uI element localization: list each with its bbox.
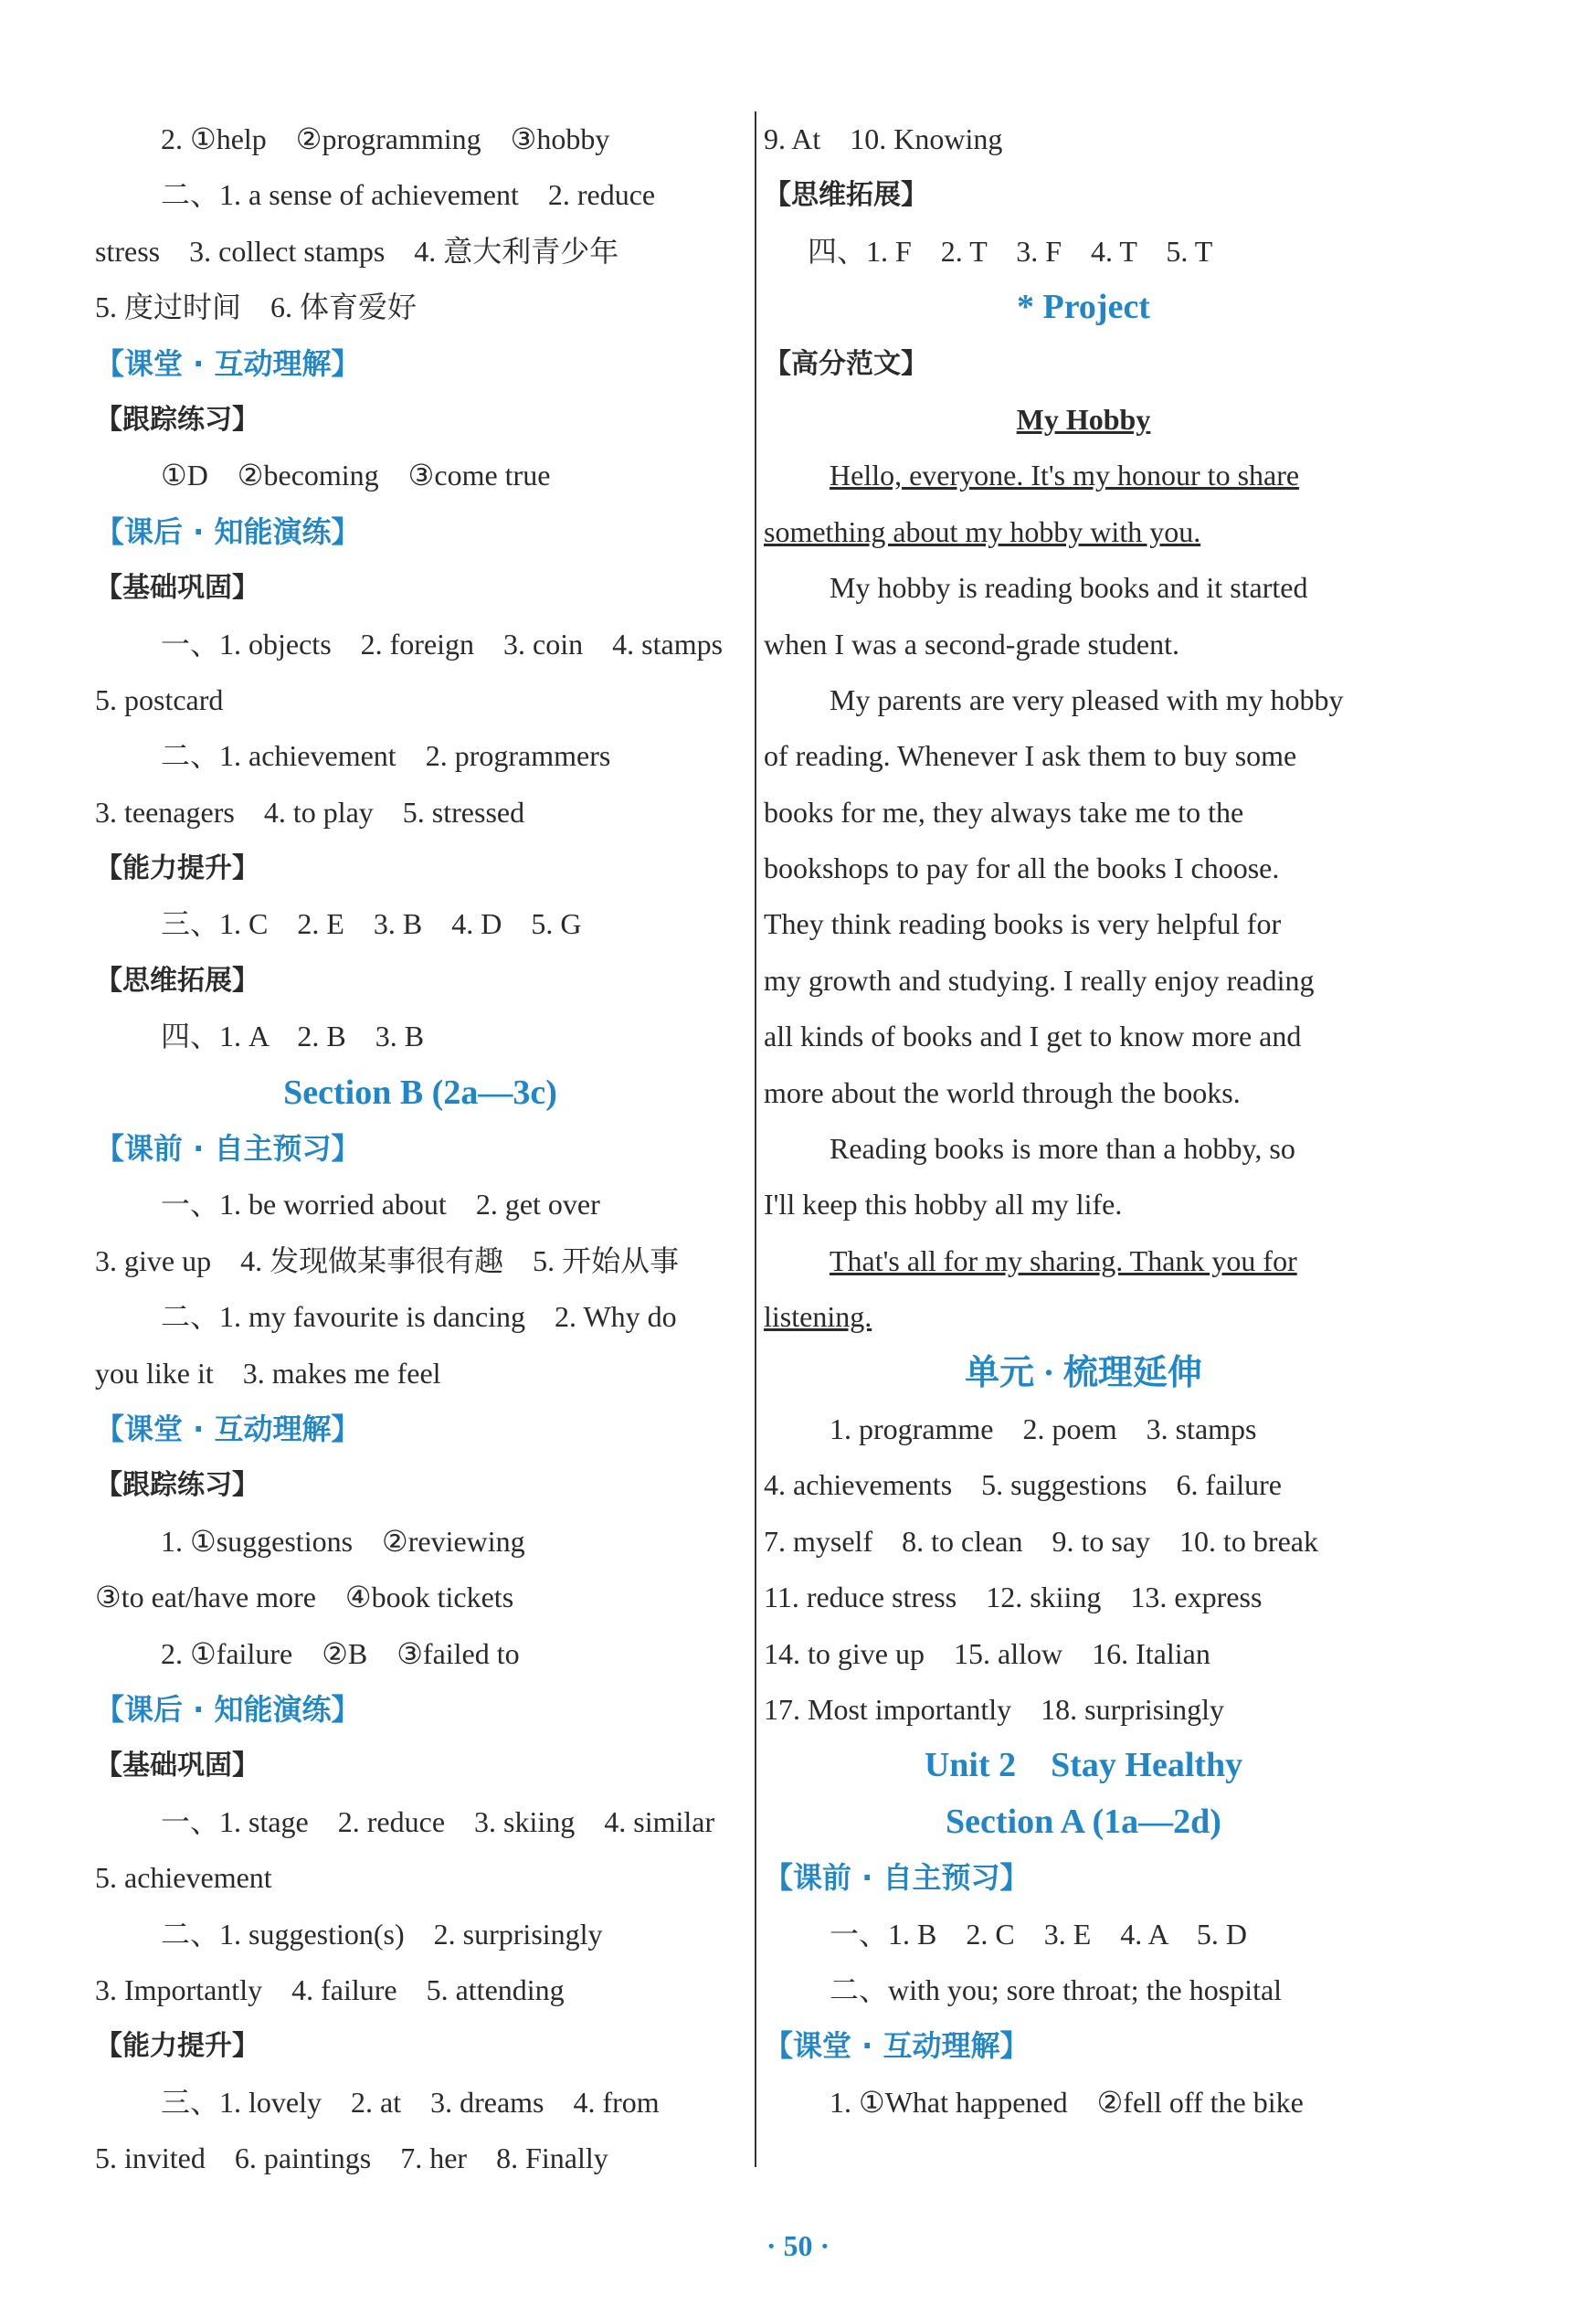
section-label: 【课后 · 知能演练】 <box>95 1691 361 1727</box>
text-line: listening. <box>764 1300 872 1334</box>
text-line: ①D ②becoming ③come true <box>161 459 551 492</box>
text-line: 2. ①failure ②B ③failed to <box>161 1636 520 1670</box>
section-heading: 单元 · 梳理延伸 <box>965 1353 1202 1392</box>
subsection-label: 【高分范文】 <box>764 347 928 380</box>
section-label: 【课堂 · 互动理解】 <box>95 345 361 381</box>
section-heading: Unit 2 Stay Healthy <box>924 1746 1243 1785</box>
section-heading: Section A (1a—2d) <box>946 1802 1221 1841</box>
text-line: my growth and studying. I really enjoy reading <box>764 963 1315 997</box>
text-line: 四、1. F 2. T 3. F 4. T 5. T <box>808 234 1213 268</box>
text-line: They think reading books is very helpful for <box>764 907 1282 941</box>
text-line: 1. ①suggestions ②reviewing <box>161 1524 525 1558</box>
text-line: 一、1. objects 2. foreign 3. coin 4. stamps <box>161 627 724 661</box>
section-heading: Section B (2a—3c) <box>283 1073 557 1112</box>
text-line: 3. Importantly 4. failure 5. attending <box>95 1972 565 2006</box>
text-line: 三、1. C 2. E 3. B 4. D 5. G <box>161 907 582 941</box>
subsection-label: 【基础巩固】 <box>95 1750 259 1782</box>
text-line: 4. achievements 5. suggestions 6. failure <box>764 1468 1282 1502</box>
text-line: That's all for my sharing. Thank you for <box>830 1243 1297 1277</box>
section-heading: * Project <box>1017 288 1150 327</box>
text-line: 5. 度过时间 6. 体育爱好 <box>95 291 417 324</box>
text-line: Reading books is more than a hobby, so <box>830 1132 1295 1166</box>
text-line: 二、with you; sore throat; the hospital <box>830 1972 1283 2006</box>
column-divider <box>755 111 756 2167</box>
text-line: 3. teenagers 4. to play 5. stressed <box>95 795 525 829</box>
subsection-label: 【跟踪练习】 <box>95 403 259 436</box>
section-label: 【课前 · 自主预习】 <box>764 1860 1030 1896</box>
text-line: when I was a second-grade student. <box>764 627 1179 661</box>
section-label: 【课前 · 自主预习】 <box>95 1131 361 1167</box>
text-line: 一、1. B 2. C 3. E 4. A 5. D <box>830 1917 1247 1951</box>
text-line: you like it 3. makes me feel <box>95 1356 441 1390</box>
text-line: something about my hobby with you. <box>764 514 1201 548</box>
text-line: 5. achievement <box>95 1861 272 1895</box>
text-line: 二、1. achievement 2. programmers <box>161 739 611 773</box>
text-line: 一、1. be worried about 2. get over <box>161 1188 600 1221</box>
text-line: 3. give up 4. 发现做某事很有趣 5. 开始从事 <box>95 1243 680 1277</box>
section-label: 【课堂 · 互动理解】 <box>95 1411 361 1446</box>
text-line: 11. reduce stress 12. skiing 13. express <box>764 1581 1263 1614</box>
text-line: Hello, everyone. It's my honour to share <box>830 459 1300 492</box>
text-line: 17. Most importantly 18. surprisingly <box>764 1692 1225 1726</box>
text-line: 二、1. a sense of achievement 2. reduce <box>161 178 656 212</box>
text-line: more about the world through the books. <box>764 1075 1241 1109</box>
subsection-label: 【能力提升】 <box>95 2030 259 2063</box>
text-line: 1. ①What happened ②fell off the bike <box>830 2085 1304 2119</box>
right-column <box>764 111 1403 2131</box>
text-line: all kinds of books and I get to know more and <box>764 1020 1302 1053</box>
text-line: 一、1. stage 2. reduce 3. skiing 4. similar <box>161 1804 715 1838</box>
subsection-label: 【能力提升】 <box>95 852 259 885</box>
subsection-label: 【思维拓展】 <box>95 964 259 997</box>
text-line: My parents are very pleased with my hobby <box>830 682 1344 716</box>
essay-title: My Hobby <box>1016 402 1151 436</box>
text-line: 14. to give up 15. allow 16. Italian <box>764 1636 1210 1670</box>
section-label: 【课堂 · 互动理解】 <box>764 2028 1030 2064</box>
text-line: I'll keep this hobby all my life. <box>764 1188 1123 1221</box>
subsection-label: 【跟踪练习】 <box>95 1469 259 1502</box>
text-line: 9. At 10. Knowing <box>764 122 1003 155</box>
text-line: 1. programme 2. poem 3. stamps <box>830 1412 1257 1445</box>
section-label: 【课后 · 知能演练】 <box>95 513 361 549</box>
text-line: 7. myself 8. to clean 9. to say 10. to break <box>764 1524 1318 1558</box>
left-column <box>95 111 745 2186</box>
text-line: books for me, they always take me to the <box>764 795 1244 829</box>
text-line: stress 3. collect stamps 4. 意大利青少年 <box>95 234 619 268</box>
subsection-label: 【思维拓展】 <box>764 179 928 212</box>
text-line: ③to eat/have more ④book tickets <box>95 1581 514 1614</box>
text-line: 二、1. suggestion(s) 2. surprisingly <box>161 1917 603 1951</box>
text-line: 5. invited 6. paintings 7. her 8. Finally <box>95 2142 608 2175</box>
text-line: 四、1. A 2. B 3. B <box>161 1020 425 1053</box>
text-line: 三、1. lovely 2. at 3. dreams 4. from <box>161 2085 660 2119</box>
text-line: My hobby is reading books and it started <box>830 571 1308 605</box>
text-line: 2. ①help ②programming ③hobby <box>161 122 610 155</box>
subsection-label: 【基础巩固】 <box>95 572 259 605</box>
text-line: 二、1. my favourite is dancing 2. Why do <box>161 1300 677 1334</box>
page-number: · 50 · <box>766 2229 830 2262</box>
text-line: bookshops to pay for all the books I choose. <box>764 851 1280 885</box>
text-line: 5. postcard <box>95 682 224 716</box>
text-line: of reading. Whenever I ask them to buy some <box>764 739 1297 773</box>
